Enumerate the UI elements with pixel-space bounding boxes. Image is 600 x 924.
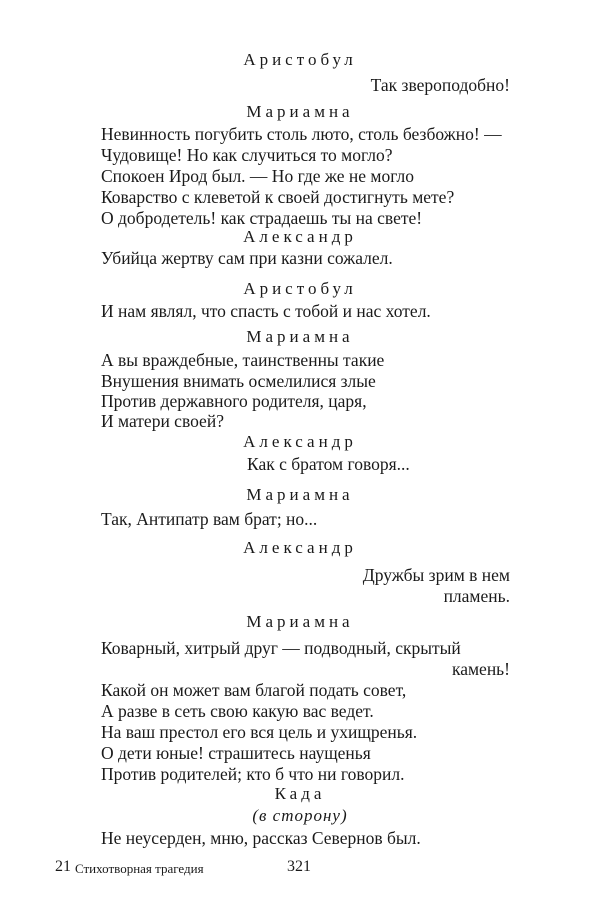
speaker-name: Александр	[243, 227, 357, 246]
page-number: 321	[287, 858, 311, 875]
stage-direction: (в сторону)	[252, 806, 348, 825]
verse-line: Так, Антипатр вам брат; но...	[101, 509, 318, 529]
verse-line: И нам являл, что спасть с тобой и нас хотел.	[101, 301, 431, 321]
verse-line: Невинность погубить столь люто, столь безбожно! —	[101, 124, 502, 144]
verse-line: Спокоен Ирод был. — Но где же не могло	[101, 166, 415, 186]
verse-line: Какой он может вам благой подать совет,	[101, 680, 407, 700]
verse-line: А вы враждебные, таинственны такие	[101, 350, 385, 370]
verse-line: О дети юные! страшитесь наущенья	[101, 743, 371, 763]
verse-line: Так звероподобно!	[370, 75, 510, 95]
verse-line: камень!	[451, 659, 510, 679]
verse-line: А разве в сеть свою какую вас ведет.	[101, 701, 374, 721]
speaker-name: Аристобул	[243, 50, 357, 69]
verse-line: На ваш престол его вся цель и ухищренья.	[101, 722, 418, 742]
speaker-name: Аристобул	[243, 279, 357, 298]
verse-line: Против родителей; кто б что ни говорил.	[101, 764, 405, 784]
verse-line: Чудовище! Но как случиться то могло?	[101, 145, 393, 165]
speaker-name: Александр	[243, 432, 357, 451]
signature-title: Стихотворная трагедия	[75, 861, 204, 876]
verse-line: Не неусерден, мню, рассказ Севернов был.	[101, 828, 421, 848]
speaker-name: Александр	[243, 538, 357, 557]
verse-line: Внушения внимать осмелилися злые	[101, 371, 376, 391]
speaker-name: Када	[274, 784, 326, 803]
verse-line: Коварство с клеветой к своей достигнуть мете?	[101, 187, 455, 207]
verse-line: Убийца жертву сам при казни сожалел.	[101, 248, 393, 268]
verse-line: Против державного родителя, царя,	[101, 391, 367, 411]
speaker-name: Мариамна	[246, 327, 354, 346]
verse-line: пламень.	[443, 586, 510, 606]
verse-line: Как с братом говоря...	[247, 454, 410, 474]
verse-line: О добродетель! как страдаешь ты на свете!	[101, 208, 423, 228]
verse-line: И матери своей?	[101, 411, 224, 431]
verse-line: Дружбы зрим в нем	[362, 565, 510, 585]
speaker-name: Мариамна	[246, 612, 354, 631]
signature-number: 21	[55, 858, 71, 875]
verse-line: Коварный, хитрый друг — подводный, скрытый	[101, 638, 461, 658]
speaker-name: Мариамна	[246, 102, 354, 121]
speaker-name: Мариамна	[246, 485, 354, 504]
